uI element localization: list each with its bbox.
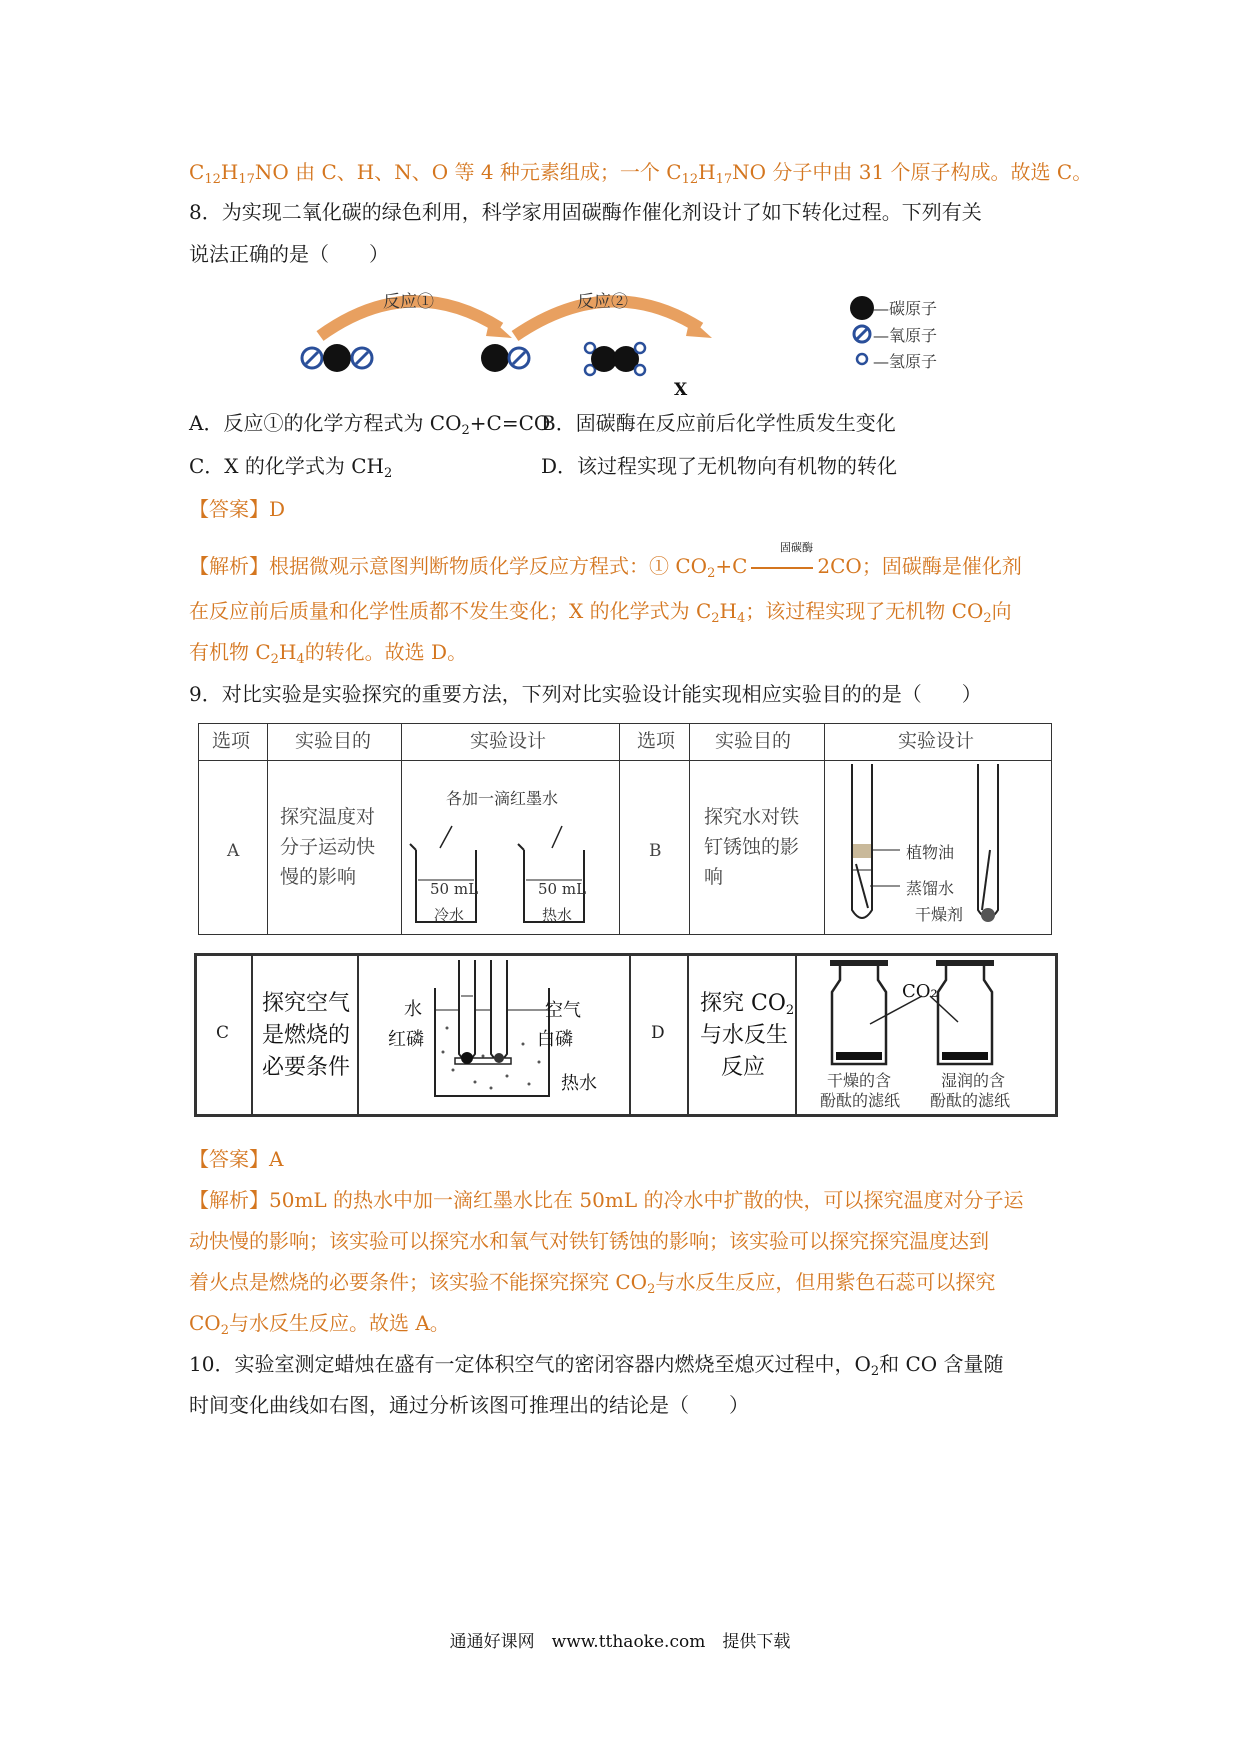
row-c-purpose-2: 是燃烧的	[262, 1023, 351, 1048]
q8-option-a: A．反应①的化学方程式为 $CO_2+C=CO$	[189, 411, 551, 438]
q9-analysis-line2: 动快慢的影响；该实验可以探究水和氧气对铁钉锈蚀的影响；该实验可以探究探究温度达到	[189, 1229, 989, 1253]
q8-option-b: B．固碳酶在反应前后化学性质发生变化	[541, 411, 896, 435]
header-purpose-2: 实验目的	[715, 730, 792, 752]
legend-hydrogen: —氢原子	[873, 352, 938, 371]
label-desiccant: 干燥剂	[915, 905, 964, 924]
header-design-2: 实验设计	[898, 730, 975, 752]
q8-option-d: D．该过程实现了无机物向有机物的转化	[541, 454, 898, 478]
row-c-purpose-3: 必要条件	[262, 1055, 351, 1080]
reaction2-label: 反应②	[577, 292, 628, 312]
q8-answer: 【答案】D	[189, 497, 286, 521]
label-wet-paper-1: 湿润的含	[941, 1071, 1006, 1090]
q10-stem-line2: 时间变化曲线如右图，通过分析该图可推理出的结论是（ ）	[189, 1393, 749, 1417]
row-b-purpose-3: 响	[704, 866, 724, 888]
x-label: X	[674, 380, 688, 400]
label-plant-oil: 植物油	[906, 843, 955, 862]
x-molecule	[585, 343, 645, 375]
prev-answer-line: $C_{12}H_{17}NO$ 由 C、H、N、O 等 4 种元素组成；一个 $C_{12}H_{17}NO$ 分子中由 31 个原子构成。故选 C。	[189, 160, 1093, 187]
label-dry-paper-2: 酚酞的滤纸	[820, 1091, 901, 1110]
q9-analysis-line3: 着火点是燃烧的必要条件；该实验不能探究探究 $CO_2$与水反生反应，但用紫色石蕊可以探究	[189, 1270, 996, 1297]
label-water: 水	[404, 999, 422, 1020]
row-a-purpose-1: 探究温度对	[280, 806, 376, 828]
catalyst-label: 固碳酶	[780, 541, 813, 554]
q9-stem: 9．对比实验是实验探究的重要方法，下列对比实验设计能实现相应实验目的的是（ ）	[189, 682, 982, 706]
co2-bottles-diagram	[830, 960, 1040, 1070]
beaker-label-top: 各加一滴红墨水	[446, 789, 559, 808]
header-option-1: 选项	[212, 730, 251, 752]
label-red-phosphorus: 红磷	[388, 1029, 424, 1050]
header-design-1: 实验设计	[470, 730, 547, 752]
beaker1-volume: 50 mL	[430, 880, 479, 898]
header-option-2: 选项	[637, 730, 676, 752]
label-dry-paper-1: 干燥的含	[827, 1071, 892, 1090]
row-a-purpose-3: 慢的影响	[280, 866, 357, 888]
q8-analysis-line3: 有机物 $C_2H_4$的转化。故选 D。	[189, 640, 468, 667]
page-footer: 通通好课网 www.tthaoke.com 提供下载	[449, 1632, 791, 1652]
row-b-purpose-1: 探究水对铁	[704, 806, 800, 828]
q8-analysis-line2: 在反应前后质量和化学性质都不发生变化；X 的化学式为 $C_2H_4$；该过程实现了无机物 $CO_2$向	[189, 599, 1012, 626]
label-distilled-water: 蒸馏水	[906, 879, 955, 898]
label-white-phosphorus: 白磷	[537, 1029, 573, 1050]
beaker1-label: 冷水	[434, 906, 465, 924]
q8-stem-line1: 8．为实现二氧化碳的绿色利用，科学家用固碳酶作催化剂设计了如下转化过程。下列有关	[189, 200, 982, 224]
carbon-atom-icon	[850, 296, 874, 320]
q10-stem-line1: 10．实验室测定蜡烛在盛有一定体积空气的密闭容器内燃烧至熄灭过程中，$O_2$和 CO 含量随	[189, 1352, 1004, 1379]
row-a-option: A	[227, 841, 240, 861]
row-d-purpose-3: 反应	[721, 1055, 766, 1080]
q9-answer: 【答案】A	[189, 1147, 284, 1171]
co-molecule	[481, 344, 529, 372]
hydrogen-atom-icon	[857, 354, 867, 364]
row-d-purpose-1: 探究 $CO_2$	[700, 991, 795, 1018]
label-co2-gas: CO₂	[902, 981, 938, 1002]
q9-analysis-line1: 【解析】50mL 的热水中加一滴红墨水比在 50mL 的冷水中扩散的快，可以探究温度对分子运	[189, 1188, 1024, 1212]
q9-analysis-line4: $CO_2$与水反生反应。故选 A。	[189, 1311, 450, 1338]
legend-carbon: —碳原子	[873, 299, 938, 318]
label-hot-water: 热水	[561, 1073, 597, 1094]
co2-molecule	[302, 344, 372, 372]
row-d-purpose-2: 与水反生	[700, 1023, 789, 1048]
beaker2-volume: 50 mL	[538, 880, 587, 898]
label-wet-paper-2: 酚酞的滤纸	[930, 1091, 1011, 1110]
header-purpose-1: 实验目的	[295, 730, 372, 752]
q8-option-c: C．X 的化学式为 $CH_2$	[189, 454, 393, 481]
q8-analysis-line1: 【解析】根据微观示意图判断物质化学反应方程式：① $CO_2+C$ 2CO；固碳酶是催化剂	[189, 554, 1022, 581]
row-b-purpose-2: 钉锈蚀的影	[704, 836, 800, 858]
beaker2-label: 热水	[542, 906, 573, 924]
legend-oxygen: —氧原子	[873, 326, 938, 345]
row-d-option: D	[651, 1023, 665, 1043]
reaction1-label: 反应①	[383, 292, 434, 312]
q8-stem-line2: 说法正确的是（ ）	[189, 242, 389, 266]
label-air: 空气	[545, 1000, 581, 1021]
row-c-option: C	[216, 1023, 230, 1043]
row-c-purpose-1: 探究空气	[262, 991, 351, 1016]
row-b-option: B	[649, 841, 662, 861]
row-a-purpose-2: 分子运动快	[280, 836, 376, 858]
